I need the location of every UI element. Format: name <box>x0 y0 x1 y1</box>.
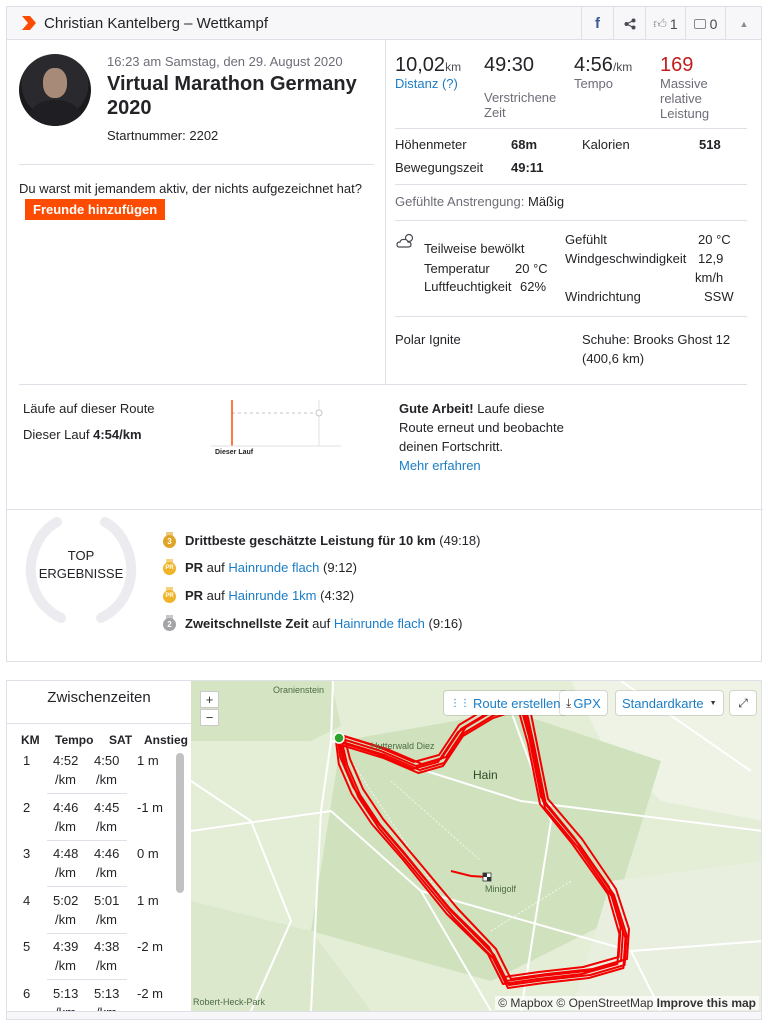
split-km: 6 <box>23 985 31 1001</box>
segment-link[interactable]: Hainrunde 1km <box>228 588 317 603</box>
weather-condition: Teilweise bewölkt <box>424 241 525 256</box>
divider <box>7 723 191 724</box>
split-gap: 4:50 <box>94 753 120 768</box>
splits-header-km: KM <box>21 733 40 747</box>
split-pace: 4:46 <box>53 799 79 815</box>
map-type-select[interactable]: Standardkarte ▼ <box>616 691 723 715</box>
activity-header <box>6 6 762 40</box>
map-label-park: Robert-Heck-Park <box>193 997 266 1007</box>
rank-medal-icon: 2 <box>163 615 176 631</box>
split-km: 2 <box>23 799 31 815</box>
map-label-hain: Hain <box>473 768 498 782</box>
split-pace-unit: /km <box>55 818 76 834</box>
gpx-download-button[interactable]: ⤓ GPX <box>560 691 607 715</box>
split-gap: 5:13 <box>94 985 120 1001</box>
segment-link[interactable]: Hainrunde flach <box>228 560 320 575</box>
split-km: 4 <box>23 892 31 908</box>
split-gap-unit: /km <box>96 958 117 973</box>
divider <box>47 840 127 841</box>
activity-title: Virtual Marathon Germany 2020 <box>107 73 357 119</box>
moving-time-label: Bewegungszeit <box>395 160 484 175</box>
split-pace: 5:13 <box>53 985 79 1001</box>
kudos-button[interactable] <box>645 7 685 40</box>
route-icon: ⋮⋮ <box>450 697 470 709</box>
shoes-line1: Schuhe: Brooks Ghost 12 <box>582 332 731 347</box>
resize-handle[interactable] <box>7 1011 762 1020</box>
with-others-text: Du warst mit jemandem aktiv, der nichts aufgezeichnet hat? <box>19 181 362 196</box>
facebook-share-button[interactable] <box>581 7 613 40</box>
split-km: 5 <box>23 939 31 954</box>
with-others-prompt <box>19 178 369 220</box>
good-job-message: Gute Arbeit! Laufe diese Route erneut und beobachte deinen Fortschritt. Mehr erfahren <box>399 399 569 475</box>
split-elevation: -2 m <box>137 985 163 1001</box>
humidity-label: Luftfeuchtigkeit <box>424 279 512 294</box>
split-pace-unit: /km <box>55 865 76 880</box>
feels-like-value: 20 °C <box>698 232 731 247</box>
split-km: 3 <box>23 846 31 861</box>
share-button[interactable] <box>613 7 645 40</box>
splits-header-gap: SAT <box>109 733 133 747</box>
relative-effort-value: 169 <box>660 54 694 76</box>
facebook-icon: f <box>595 15 600 32</box>
wind-speed-unit: km/h <box>695 270 724 285</box>
osm-attribution-link[interactable]: © OpenStreetMap <box>556 996 654 1010</box>
split-gap-unit: /km <box>96 865 117 880</box>
split-gap-unit: /km <box>96 911 117 927</box>
wind-direction-label: Windrichtung <box>565 289 641 304</box>
wind-speed-value: 12,9 <box>698 251 724 266</box>
mapbox-attribution-link[interactable]: © Mapbox <box>498 996 554 1010</box>
route-finish-marker <box>483 873 491 881</box>
splits-header-tempo: Tempo <box>55 733 94 747</box>
route-runs-label: Läufe auf dieser Route <box>23 401 155 416</box>
partly-cloudy-icon <box>396 233 418 249</box>
route-start-marker <box>334 733 344 743</box>
athlete-avatar[interactable] <box>19 54 91 126</box>
kudos-count: 1 <box>669 15 678 32</box>
collapse-button[interactable] <box>725 7 762 40</box>
caret-up-icon: ▲ <box>739 18 749 29</box>
column-divider <box>385 40 386 384</box>
split-pace-unit: /km <box>55 911 76 927</box>
split-gap: 4:38 <box>94 939 120 954</box>
divider <box>47 979 127 980</box>
split-gap: 4:46 <box>94 846 120 861</box>
achievement-item: PR auf Hainrunde flach (9:12) <box>185 560 357 575</box>
split-elevation: 0 m <box>137 846 159 861</box>
map-label-diez: Hutterwald Diez <box>371 741 435 751</box>
learn-more-link[interactable]: Mehr erfahren <box>399 458 481 473</box>
split-elevation: -1 m <box>137 799 163 815</box>
split-gap-unit: /km <box>96 772 117 787</box>
wind-speed-label: Windgeschwindigkeit <box>565 251 687 266</box>
split-gap-unit: /km <box>96 818 117 834</box>
caret-down-icon: ▼ <box>709 699 717 707</box>
elevation-label: Höhenmeter <box>395 137 467 152</box>
split-pace: 4:52 <box>53 753 79 768</box>
zoom-in-button[interactable]: + <box>200 691 219 708</box>
distance-label-link[interactable]: Distanz (?) <box>395 76 458 91</box>
improve-map-link[interactable]: Improve this map <box>656 996 756 1010</box>
split-pace-unit: /km <box>55 772 76 787</box>
top-results-badge: TOP ERGEBNISSE <box>38 548 124 581</box>
pr-medal-icon: PR <box>163 559 176 575</box>
zoom-out-button[interactable]: − <box>200 709 219 726</box>
device-name: Polar Ignite <box>395 332 461 347</box>
divider <box>47 793 127 794</box>
create-route-button[interactable]: ⋮⋮ Route erstellen <box>444 691 566 715</box>
split-pace-unit: /km <box>55 958 76 973</box>
fullscreen-button[interactable] <box>730 691 756 715</box>
divider <box>395 316 747 317</box>
expand-icon: ⤢ <box>738 695 748 710</box>
map-label-minigolf: Minigolf <box>485 884 517 894</box>
download-icon: ⤓ <box>566 695 572 710</box>
moving-time-value: 49:11 <box>511 160 544 175</box>
relative-effort-label: Massive relative Leistung <box>660 76 710 121</box>
comment-button[interactable] <box>685 7 725 40</box>
split-gap: 5:01 <box>94 892 120 908</box>
divider <box>19 384 747 385</box>
splits-title: Zwischenzeiten <box>47 689 151 706</box>
segment-link[interactable]: Hainrunde flach <box>333 616 425 631</box>
elevation-value: 68m <box>511 137 538 152</box>
header-title: Christian Kantelberg – Wettkampf <box>44 15 268 32</box>
split-gap: 4:45 <box>94 799 120 815</box>
split-pace: 4:48 <box>53 846 79 861</box>
divider <box>395 128 747 129</box>
activity-date: 16:23 am Samstag, den 29. August 2020 <box>107 54 343 69</box>
this-run-pace: Dieser Lauf 4:54/km <box>23 427 142 442</box>
share-icon <box>624 18 636 30</box>
splits-panel <box>7 681 191 1020</box>
elapsed-time-value: 49:30 <box>484 54 535 76</box>
chart-this-run-label: Dieser Lauf <box>215 449 254 456</box>
splits-scrollbar[interactable] <box>176 753 184 893</box>
temperature-value: 20 °C <box>515 261 548 276</box>
temperature-label: Temperatur <box>424 261 490 276</box>
map-label-oranienstein: Oranienstein <box>273 685 325 695</box>
humidity-value: 62% <box>520 279 547 294</box>
calories-label: Kalorien <box>582 137 630 152</box>
pace-label: Tempo <box>574 76 614 91</box>
calories-value: 518 <box>699 137 721 152</box>
map-attribution <box>495 996 759 1010</box>
elapsed-time-label: Verstrichene Zeit <box>484 90 557 120</box>
rank-medal-icon: 3 <box>163 532 176 548</box>
achievement-item: PR auf Hainrunde 1km (4:32) <box>185 588 355 603</box>
divider <box>47 886 127 887</box>
split-km: 1 <box>23 753 31 768</box>
split-elevation: 1 m <box>137 892 159 908</box>
distance-value: 10,02km <box>395 54 462 76</box>
shoes-line2: (400,6 km) <box>582 351 645 366</box>
comment-icon <box>694 19 706 29</box>
split-pace: 5:02 <box>53 892 79 908</box>
pr-medal-icon: PR <box>163 587 176 603</box>
comment-count: 0 <box>709 15 718 32</box>
feels-like-label: Gefühlt <box>565 232 607 247</box>
wind-direction-value: SSW <box>704 289 734 304</box>
route-map[interactable] <box>191 681 762 1011</box>
map-canvas <box>191 681 762 1011</box>
divider <box>395 184 747 185</box>
divider <box>395 220 747 221</box>
add-friends-button[interactable]: Freunde hinzufügen <box>25 199 165 220</box>
divider <box>19 164 374 165</box>
perceived-exertion: Gefühlte Anstrengung: Mäßig <box>395 194 565 209</box>
strava-chevron-icon <box>22 16 36 30</box>
achievement-item: Drittbeste geschätzte Leistung für 10 km (49:18) <box>185 533 481 548</box>
activity-summary <box>6 40 762 662</box>
start-number: Startnummer: 2202 <box>107 128 219 143</box>
divider <box>7 509 763 510</box>
splits-and-map <box>6 680 762 1020</box>
split-pace: 4:39 <box>53 939 79 954</box>
achievement-item: Zweitschnellste Zeit auf Hainrunde flach (9:16) <box>185 616 463 631</box>
split-elevation: 1 m <box>137 753 159 768</box>
pace-value: 4:56/km <box>574 54 633 76</box>
split-elevation: -2 m <box>137 939 163 954</box>
divider <box>47 933 127 934</box>
splits-header-elevation: Anstieg <box>144 733 189 747</box>
thumbs-up-icon: 👍︎ <box>653 15 667 31</box>
